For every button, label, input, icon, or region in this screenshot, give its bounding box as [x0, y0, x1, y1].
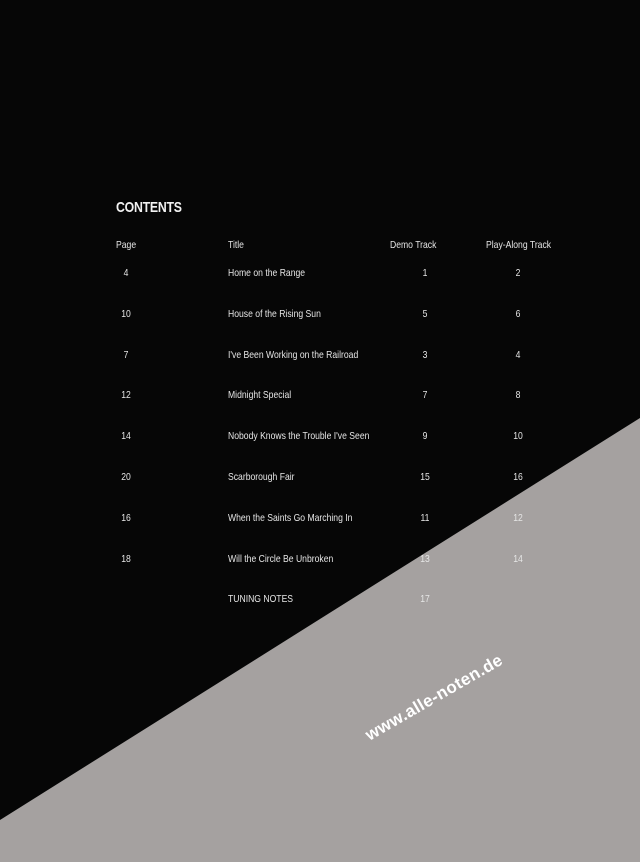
contents-heading: CONTENTS [116, 199, 182, 216]
row-play-along-track: 14 [513, 553, 523, 565]
row-play-along-track: 10 [513, 430, 523, 442]
row-play-along-track: 16 [513, 471, 523, 483]
row-demo-track: 11 [420, 512, 430, 524]
row-title: Home on the Range [228, 267, 306, 279]
row-page-number: 7 [123, 349, 129, 361]
column-header-title: Title [228, 239, 244, 251]
row-demo-track: 13 [420, 553, 430, 565]
row-demo-track: 7 [422, 389, 428, 401]
row-title: Nobody Knows the Trouble I've Seen [228, 430, 370, 442]
row-demo-track: 17 [420, 593, 430, 605]
row-page-number: 10 [121, 308, 131, 320]
row-play-along-track: 2 [515, 267, 521, 279]
row-page-number: 12 [121, 389, 131, 401]
row-page-number: 20 [121, 471, 131, 483]
row-page-number: 18 [121, 553, 131, 565]
row-title: Will the Circle Be Unbroken [228, 553, 334, 565]
column-header-demo-track: Demo Track [390, 239, 437, 251]
watermark-url: www.alle-noten.de [362, 650, 507, 745]
row-play-along-track: 4 [515, 349, 521, 361]
row-title: I've Been Working on the Railroad [228, 349, 359, 361]
row-page-number: 14 [121, 430, 131, 442]
row-demo-track: 5 [422, 308, 428, 320]
row-title: Scarborough Fair [228, 471, 295, 483]
row-demo-track: 3 [422, 349, 428, 361]
row-title: TUNING NOTES [228, 593, 294, 605]
row-demo-track: 9 [422, 430, 428, 442]
row-demo-track: 15 [420, 471, 430, 483]
column-header-page: Page [116, 239, 137, 251]
row-page-number: 16 [121, 512, 131, 524]
row-title: Midnight Special [228, 389, 292, 401]
row-page-number: 4 [123, 267, 129, 279]
row-demo-track: 1 [422, 267, 428, 279]
row-title: When the Saints Go Marching In [228, 512, 353, 524]
row-play-along-track: 8 [515, 389, 521, 401]
row-play-along-track: 12 [513, 512, 523, 524]
column-header-play-along-track: Play-Along Track [486, 239, 552, 251]
row-title: House of the Rising Sun [228, 308, 321, 320]
row-play-along-track: 6 [515, 308, 521, 320]
